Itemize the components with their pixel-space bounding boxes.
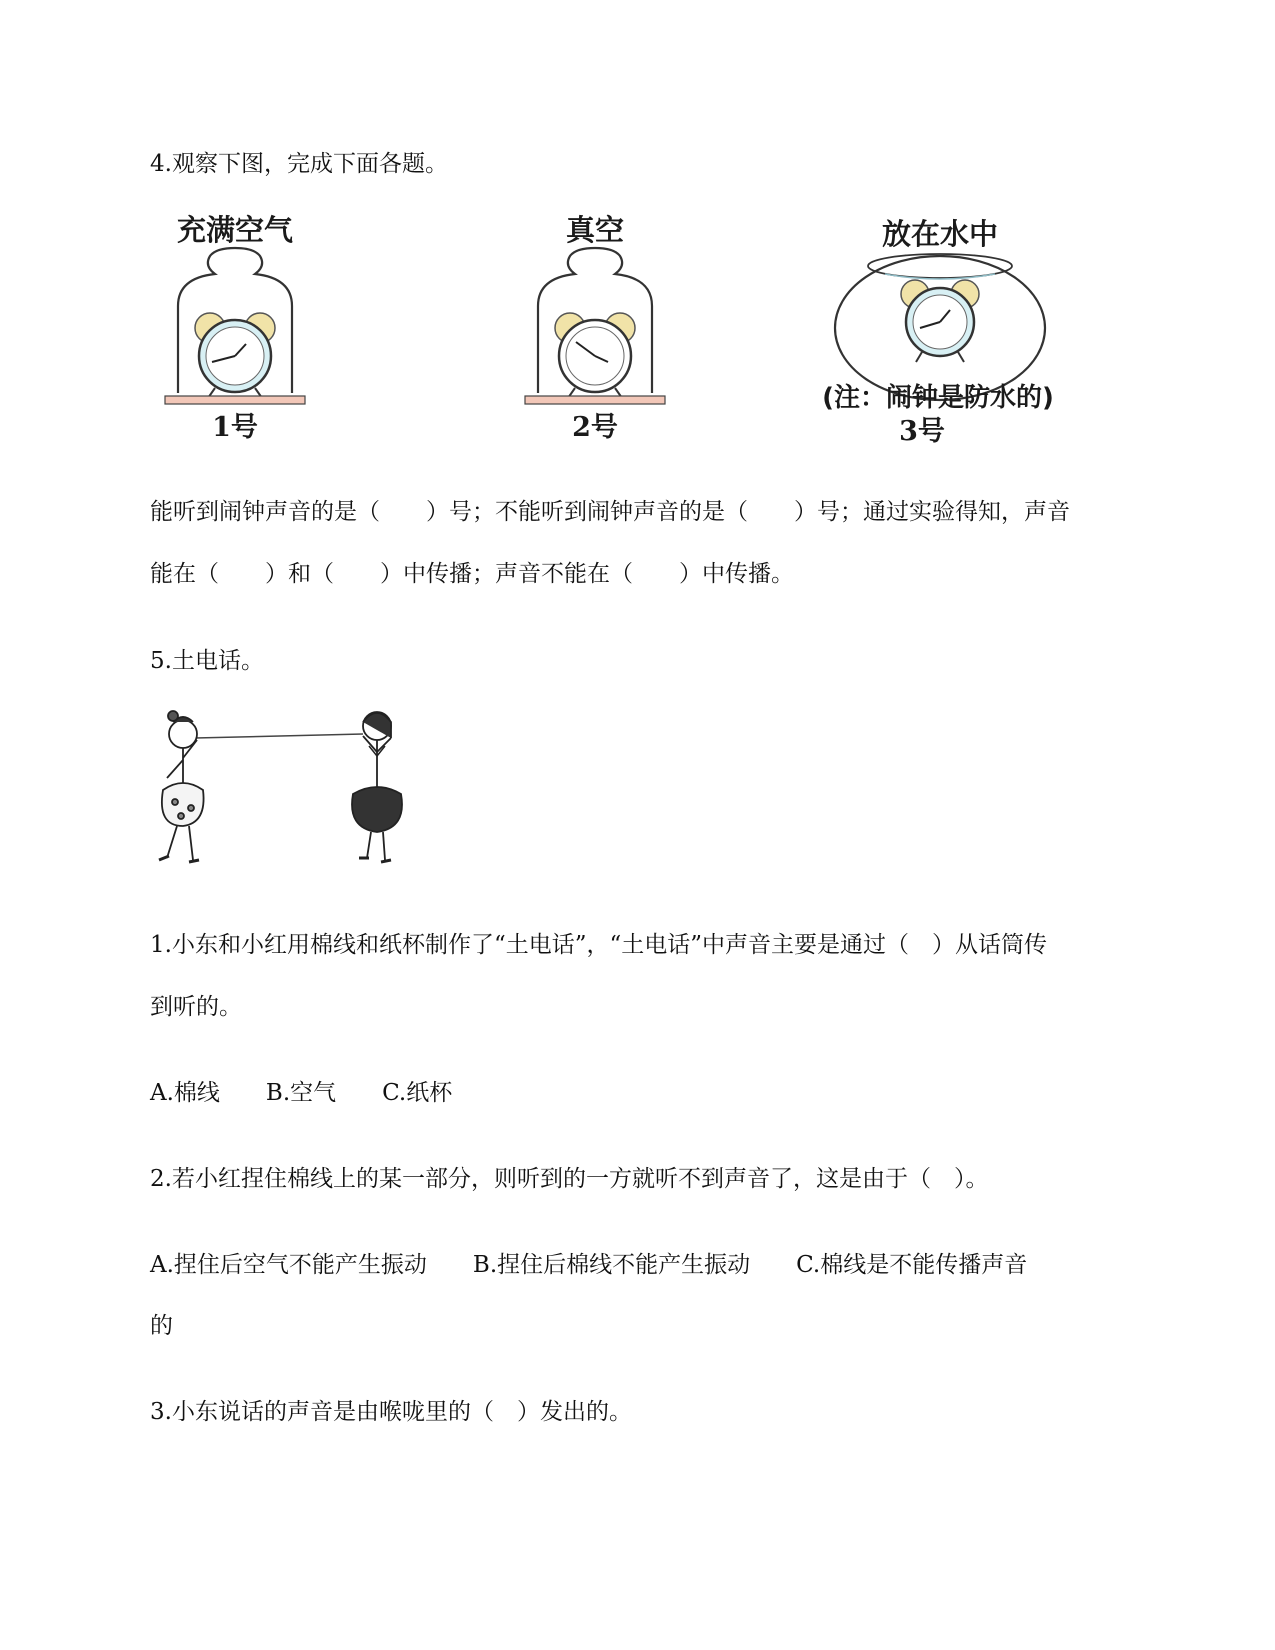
question-5-sub-2: 2.若小红捏住棉线上的某一部分，则听到的一方就听不到声音了，这是由于（ ）。 xyxy=(150,1166,989,1192)
alarm-clock-icon xyxy=(195,313,275,398)
figure-1-number-label: 1号 xyxy=(212,412,258,443)
figure-1-top-label: 充满空气 xyxy=(176,213,294,247)
question-5-sub-1-options: A.棉线 B.空气 C.纸杯 xyxy=(150,1080,453,1106)
question-4-line-1: 能听到闹钟声音的是（ ）号；不能听到闹钟声音的是（ ）号；通过实验得知，声音 xyxy=(150,499,1070,525)
alarm-clock-icon xyxy=(555,313,635,398)
shelf xyxy=(525,396,665,404)
shelf xyxy=(165,396,305,404)
figure-3-top-label: 放在水中 xyxy=(881,217,999,251)
question-5-sub-1-line-1: 1.小东和小红用棉线和纸杯制作了“土电话”，“土电话”中声音主要是通过（ ）从话筒传 xyxy=(150,932,1047,958)
figure-2-number-label: 2号 xyxy=(572,412,618,443)
question-4-title: 4.观察下图，完成下面各题。 xyxy=(150,151,448,177)
question-5-sub-2-options-line-2: 的 xyxy=(150,1313,173,1339)
figure-3-note: (注：闹钟是防水的) xyxy=(822,383,1054,413)
question-5-sub-3: 3.小东说话的声音是由喉咙里的（ ）发出的。 xyxy=(150,1399,632,1425)
question-4-line-2: 能在（ ）和（ ）中传播；声音不能在（ ）中传播。 xyxy=(150,561,794,587)
girl-left-icon xyxy=(159,711,204,862)
question-5-sub-1-line-2: 到听的。 xyxy=(150,994,242,1020)
figure-3-fish-bowl-water xyxy=(790,208,1080,458)
tin-can-telephone-illustration xyxy=(145,698,425,878)
figure-3-number-label: 3号 xyxy=(899,416,945,447)
question-5-title: 5.土电话。 xyxy=(150,648,264,674)
figure-1-bell-jar-air xyxy=(160,208,310,448)
figure-2-top-label: 真空 xyxy=(565,213,625,247)
question-5-sub-2-options-line-1: A.捏住后空气不能产生振动 B.捏住后棉线不能产生振动 C.棉线是不能传播声音 xyxy=(150,1252,1028,1278)
string xyxy=(195,734,363,738)
figure-2-bell-jar-vacuum xyxy=(520,208,670,448)
